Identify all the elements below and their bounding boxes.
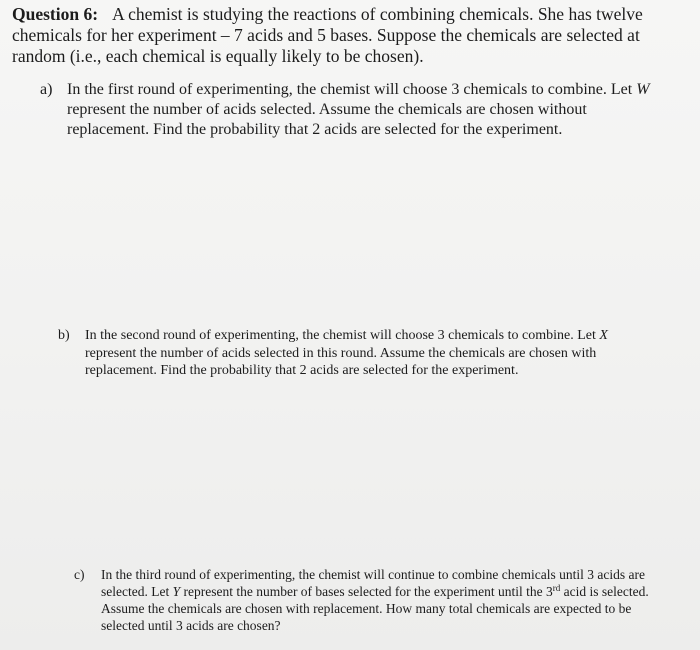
part-b-text-2: represent the number of acids selected in this round. Assume the chemicals are chosen with replacement. Find the probability that 2 acids are selected for the experiment. xyxy=(85,345,597,378)
question-header xyxy=(12,4,692,67)
part-a-text-2: represent the number of acids selected. Assume the chemicals are chosen without replacement. Find the probability that 2 acids are selected for the experiment. xyxy=(67,101,587,138)
part-b xyxy=(58,327,658,380)
part-c-superscript: rd xyxy=(552,583,561,593)
part-c-text-2: represent the number of bases selected for the experiment until the 3 xyxy=(180,584,553,599)
part-b-variable: X xyxy=(599,328,608,343)
question-label: Question 6: xyxy=(12,4,99,24)
part-c-text-3: acid is selected. Assume the chemicals are chosen with replacement. How many total chemicals are expected to be selected until 3 acids are chosen? xyxy=(101,584,649,633)
part-a-text xyxy=(67,80,670,140)
question-intro: A chemist is studying the reactions of combining chemicals. She has twelve chemicals for her experiment – 7 acids and 5 bases. Suppose the chemicals are selected at random (i.e., each chemical is equally likely to be chosen). xyxy=(12,4,643,66)
part-c-variable: Y xyxy=(172,584,181,599)
part-a-variable: W xyxy=(636,81,650,98)
part-a-letter: a) xyxy=(40,81,53,98)
part-c-text-1: In the third round of experimenting, the chemist will continue to combine chemicals until 3 acids are selected. Let xyxy=(101,567,645,599)
part-c xyxy=(74,566,664,634)
part-a xyxy=(40,80,670,140)
part-c-text xyxy=(101,566,664,634)
part-b-text-1: In the second round of experimenting, the chemist will choose 3 chemicals to combine. Let xyxy=(85,328,600,343)
part-c-letter: c) xyxy=(74,567,85,582)
part-b-letter: b) xyxy=(58,328,70,343)
part-a-text-1: In the first round of experimenting, the chemist will choose 3 chemicals to combine. Let xyxy=(67,81,637,98)
part-b-text xyxy=(85,327,658,380)
